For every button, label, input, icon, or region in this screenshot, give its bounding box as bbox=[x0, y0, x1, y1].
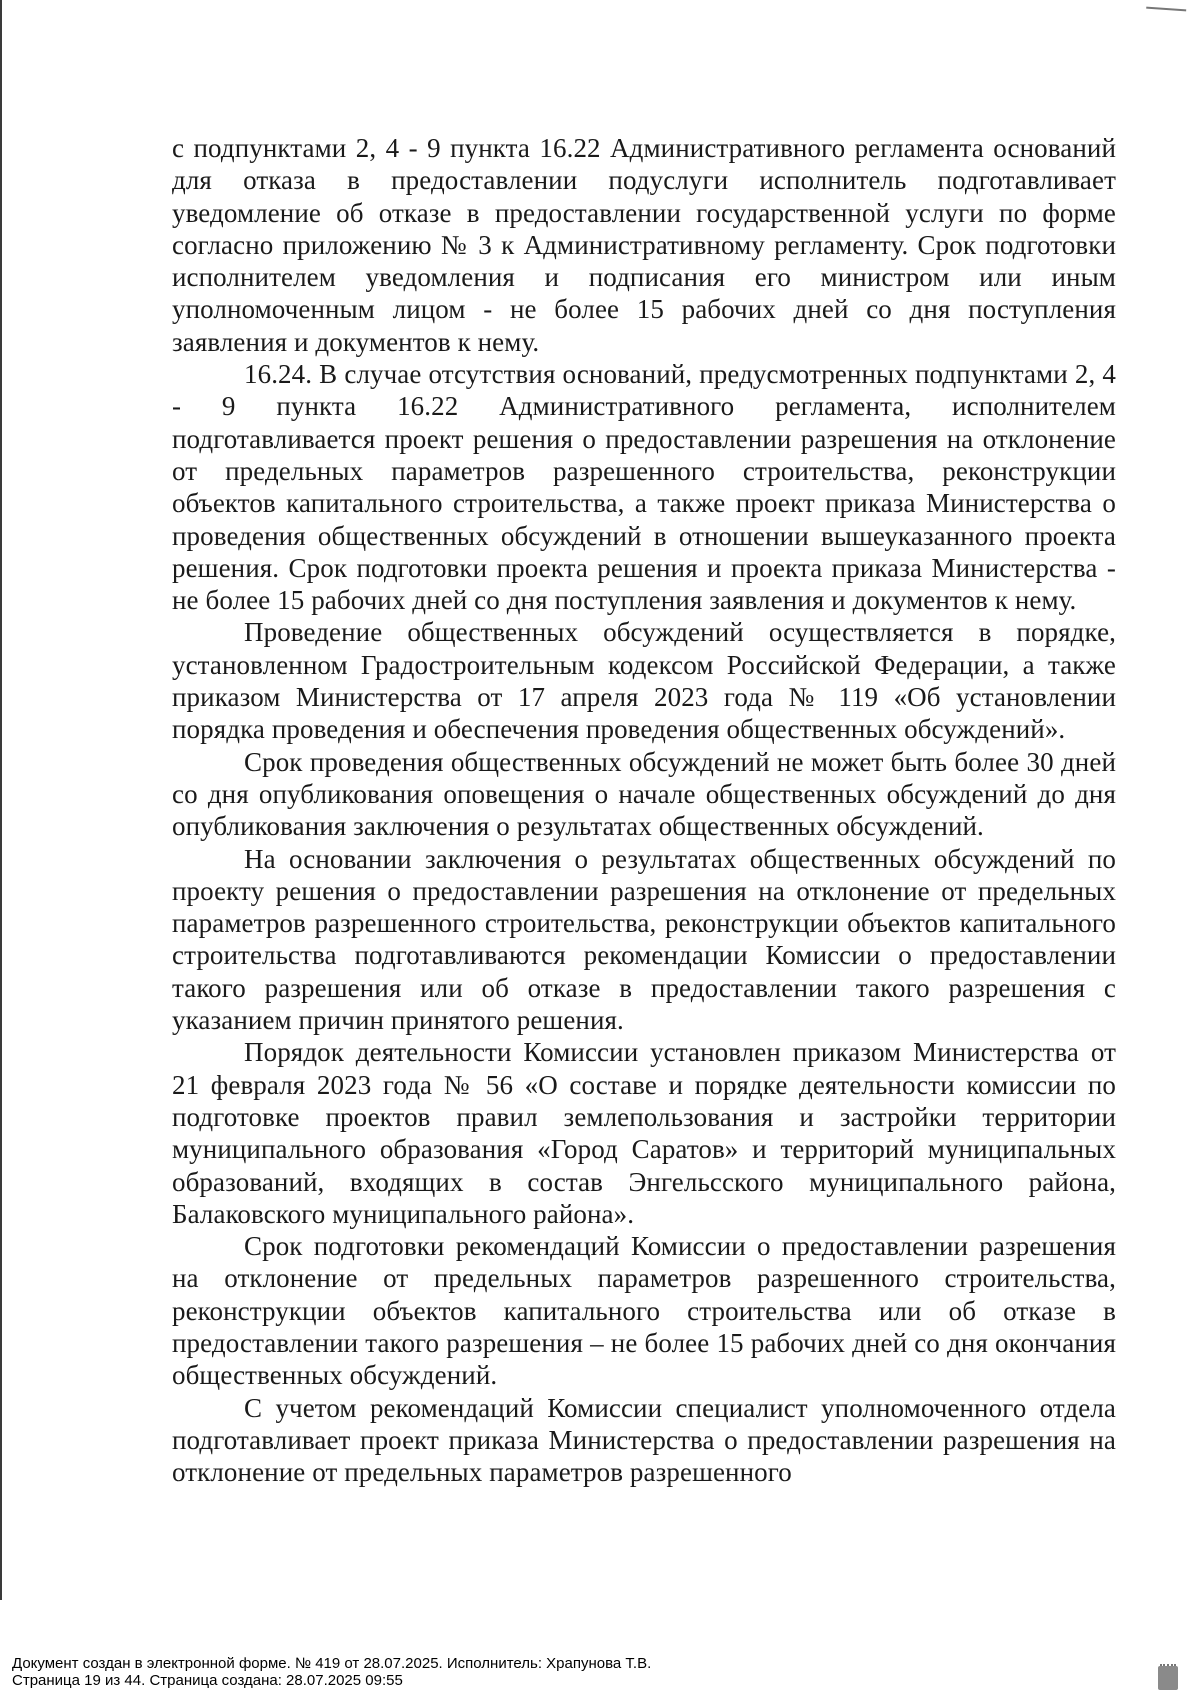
coat-of-arms-icon bbox=[1158, 1656, 1178, 1690]
shield-icon-part bbox=[1158, 1666, 1178, 1690]
paragraph-1: с подпунктами 2, 4 - 9 пункта 16.22 Административного регламента оснований для отказа в предоставлении подуслуги исполнитель подготавливает уведомление об отказе в предоставлении государственной услуги по форме согласно приложению № 3 к Административному регламенту. Срок подготовки исполнителем уведомления и подписания его министром или иным уполномоченным лицом - не более 15 рабочих дней со дня поступления заявления и документов к нему. bbox=[172, 133, 1116, 357]
document-body bbox=[172, 132, 1116, 1488]
scan-corner-mark bbox=[1146, 7, 1186, 18]
paragraph-2: 16.24. В случае отсутствия оснований, предусмотренных подпунктами 2, 4 - 9 пункта 16.22 Административного регламента, исполнителем подготавливается проект решения о предоставлении разрешения на отклонение от предельных параметров разрешенного строительства, реконструкции объектов капитального строительства, а также проект приказа Министерства о проведения общественных обсуждений в отношении вышеуказанного проекта решения. Срок подготовки проекта решения и проекта приказа Министерства - не более 15 рабочих дней со дня поступления заявления и документов к нему. bbox=[172, 359, 1116, 616]
paragraph-4: Срок проведения общественных обсуждений не может быть более 30 дней со дня опубликования оповещения о начале общественных обсуждений до дня опубликования заключения о результатах общественных обсуждений. bbox=[172, 746, 1116, 842]
paragraph-7: Срок подготовки рекомендаций Комиссии о предоставлении разрешения на отклонение от предельных параметров разрешенного строительства, реконструкции объектов капитального строительства или об отказе в предоставлении такого разрешения – не более 15 рабочих дней со дня окончания общественных обсуждений. bbox=[172, 1231, 1116, 1391]
crown-icon-part bbox=[1160, 1656, 1176, 1666]
paragraph-5: На основании заключения о результатах общественных обсуждений по проекту решения о предоставлении разрешения на отклонение от предельных параметров разрешенного строительства, реконструкции объектов капитального строительства подготавливаются рекомендации Комиссии о предоставлении такого разрешения или об отказе в предоставлении такого разрешения с указанием причин принятого решения. bbox=[172, 843, 1116, 1036]
scan-page-edge bbox=[0, 0, 2, 1600]
footer-creation-info: Документ создан в электронной форме. № 419 от 28.07.2025. Исполнитель: Храпунова Т.В. bbox=[12, 1655, 652, 1672]
paragraph-3: Проведение общественных обсуждений осуществляется в порядке, установленном Градостроительным кодексом Российской Федерации, а также приказом Министерства от 17 апреля 2023 года № 119 «Об установлении порядка проведения и обеспечения проведения общественных обсуждений». bbox=[172, 617, 1116, 745]
paragraph-6: Порядок деятельности Комиссии установлен приказом Министерства от 21 февраля 2023 года № 56 «О составе и порядке деятельности комиссии по подготовке проектов правил землепользования и застройки территории муниципального образования «Город Саратов» и территорий муниципальных образований, входящих в состав Энгельсского муниципального района, Балаковского муниципального района». bbox=[172, 1037, 1116, 1229]
document-footer bbox=[12, 1655, 651, 1689]
paragraph-8: С учетом рекомендаций Комиссии специалист уполномоченного отдела подготавливает проект приказа Министерства о предоставлении разрешения на отклонение от предельных параметров разрешенного bbox=[172, 1392, 1116, 1488]
footer-page-info: Страница 19 из 44. Страница создана: 28.07.2025 09:55 bbox=[12, 1672, 403, 1689]
